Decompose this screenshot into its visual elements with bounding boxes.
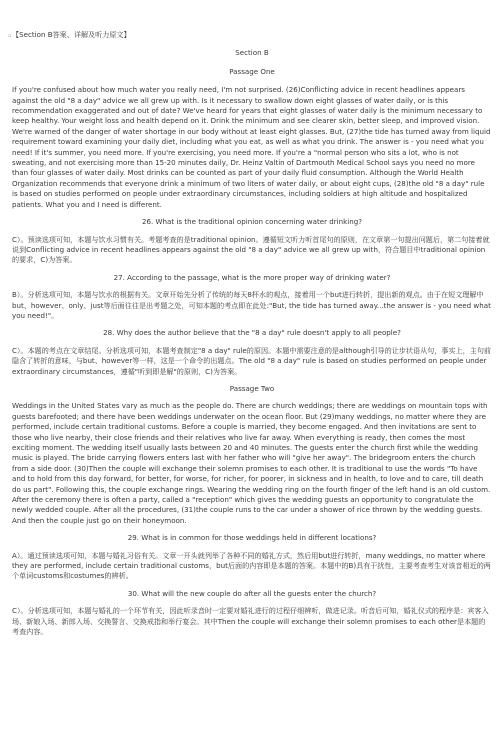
answer-26: C）。预读选项可知，本题与饮水习惯有关。考题考查的是traditional opinion。遵循短文听力听首尾句的原则，在文章第一句提出问题后，第二句接着就说到Conflicting advice in recent headlines appears against the old "8 a day" advice we all grew up with，符合题目中traditional opinion的要求，C)为答案。	[12, 234, 490, 265]
page-corner-mark: ▫	[8, 33, 12, 39]
question-26: 26. What is the traditional opinion concerning water drinking?	[141, 217, 362, 227]
question-29: 29. What is in common for those weddings held in different locations?	[127, 533, 377, 543]
question-27: 27. According to the passage, what is the more proper way of drinking water?	[113, 272, 391, 282]
passage-two-title: Passage Two	[229, 383, 275, 393]
passage-one-text: If you're confused about how much water you really need, I'm not surprised. (26)Conflicting advice in recent headlines appears against the old "8 a day" advice we all grew up with. Is it necessary to swallow down eight glasses of water daily, or is this recommendation exaggerated and out of date? We've heard for years that eight glasses of water daily is the minimum necessary to keep healthy. Your weight loss and health depend on it. Drink the minimum and see clearer skin, better sleep, and improved vision. We're warned of the danger of water shortage in our body without at least eight glasses. But, (27)the tide has turned away from liquid requirement toward examining your daily diet, including what you eat, as well as what you drink. The answer is - you need what you need! If it's summer, you need more. If you're exercising, you need more. If you're a "normal person who sits a lot, who is not sweating, and not exercising more than 15-20 minutes daily, Dr. Heinz Valtin of Dartmouth Medical School says you need no more than four glasses of water daily. Most drinks can be counted as part of your daily fluid consumption. Although the World Health Organization recommends that everyone drink a minimum of two liters of water daily, or about eight cups, (28)the old "8 a day" rule is based on studies performed on people under extraordinary circumstances, including soldiers at high altitude and hospitalized patients. What you and I need is different.	[12, 85, 491, 209]
answer-29: A）。通过预读选项可知，本题与婚礼习俗有关。文章一开头就列举了各种不同的婚礼方式，然后用but进行转折，many weddings, no matter where they are performed, include certain traditional customs，but后面的内容即是本题的答案。本题中的B)具有干扰性，主要考查考生对该音相近的两个单词customs和costumes的辨析。	[12, 550, 491, 581]
answer-27: B）。分析选项可知，本题与饮水的根据有关。文章开始先分析了传统的每天8杯水的观点，接着用一个but进行转折，提出新的观点。由于在短文理解中but、however、only、just等后面往往是出考题之处，可知本题的考点即在此处:"But, the tide has turned away...the answer is - you need what you need!"。	[12, 290, 491, 320]
document-page	[0, 30, 504, 743]
answer-30: C）。分析选项可知，本题与婚礼的一个环节有关，因此听录音时一定要对婚礼进行的过程仔细辨听，做进记录。听音后可知，婚礼仪式的程序是：宾客入场、新娘入场、新郎入场、交换誓言、交换戒指和举行宴会。其中Then the couple will exchange their solemn promises to each other是本题的考查内容。	[12, 606, 489, 637]
answer-28: C）。本题的考点在文章结尾。分析选项可知，本题考查制定"8 a day" rule的原因。本题中需要注意的是although引导的让步状语从句，事实上，主句前隐含了转折的意味，与but、however等一样，这是一个命令的出题点。The old "8 a day" rule is based on studies performed on people under extraordinary circumstances，遵循"听到即是解"的原则，C)为答案。	[12, 345, 492, 376]
section-header: 【Section B答案、详解及听力原文】	[12, 30, 131, 39]
passage-two-text: Weddings in the United States vary as much as the people do. There are church weddings; there are weddings on mountain tops with guests barefooted; and there have been weddings underwater on the ocean floor. But (29)many weddings, no matter where they are performed, include certain traditional customs. Before a couple is married, they become engaged. And then invitations are sent to those who live nearby, their close friends and their relatives who live far away. When everything is ready, then comes the most exciting moment. The wedding itself usually lasts between 20 and 40 minutes. The guests enter the church first while the wedding music is played. The bride carrying flowers enters last with her father who will "give her away". The bridegroom enters the church from a side door. (30)Then the couple will exchange their solemn promises to each other. It is traditional to use the words "To have and to hold from this day forward, for better, for worse, for richer, for poorer, in sickness and in health, to love and to care, till death do us part". Following this, the couple exchange rings. Wearing the wedding ring on the fourth finger of the left hand is an old custom. After the ceremony there is often a party, called a "reception" which gives the wedding guests an opportunity to congratulate the newly wedded couple. After all the procedures, (31)the couple runs to the car under a shower of rice thrown by the wedding guests. And then the couple just go on their honeymoon.	[12, 401, 491, 525]
passage-one-title: Passage One	[229, 66, 275, 76]
question-28: 28. Why does the author believe that the "8 a day" rule doesn't apply to all people?	[103, 328, 401, 338]
question-30: 30. What will the new couple do after all the guests enter the church?	[127, 588, 377, 598]
section-title: Section B	[235, 48, 269, 58]
